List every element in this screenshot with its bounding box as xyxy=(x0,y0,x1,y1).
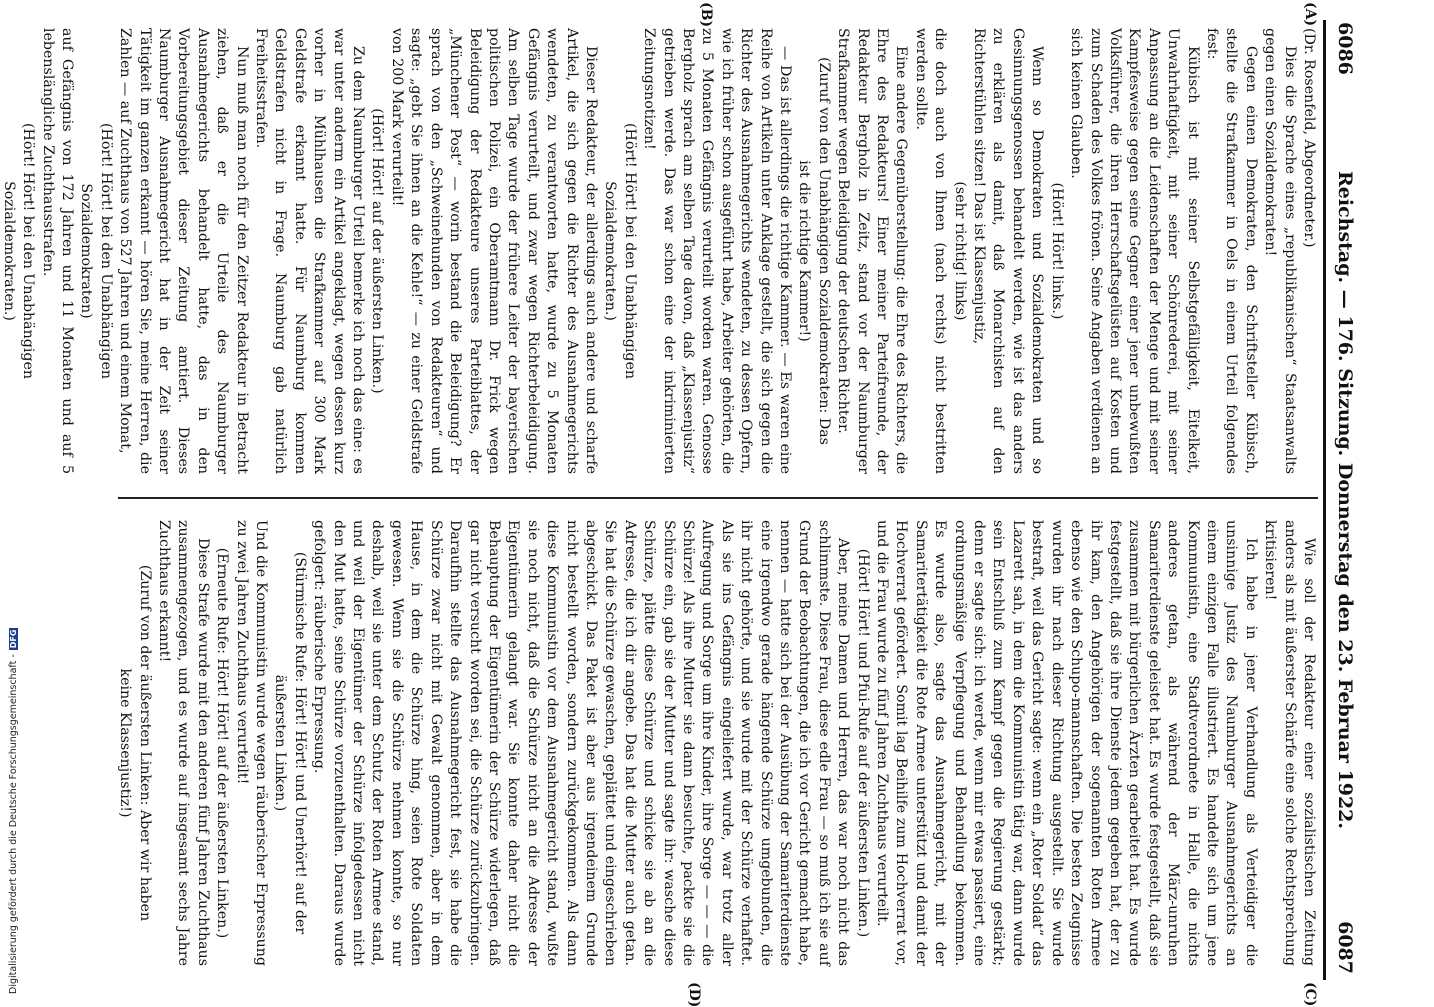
paragraph: Nun muß man noch für den Zeitzer Redakteur in Betracht ziehen, daß er die Urteile des Naumburger Ausnahmegerichts behandelt hatte, das in den Vorbereitungsgebiet dieser Zeitung amtiert. Dieses Naumburger Ausnahmegericht hat in der Zeit seiner Tätigkeit im ganzen erkannt — hören Sie, meine Herren, die Zahlen — auf Zuchthaus von 527 Jahren und einem Monat, xyxy=(117,28,250,474)
paragraph: Ich habe in jener Verhandlung als Verteidiger die unsinnige Justiz des Naumburger Ausnahmegerichts an einem einzigen Falle illustriert. Es handelte sich um jene Kommunistin, eine Stadtverordnete in Halle, die nichts anderes getan, als während der März-unruhen Samariterdienste geleistet hat. Es wurde festgestellt, daß sie zusammen mit bürgerlichen Ärzten gearbeitet hat. Es wurde festgestellt, daß sie ihre Dienste jedem gegeben hat, der zu ihr kam, den Angehörigen der sogenannten Roten Armee ebenso wie den Schupo-mannschaften. Die besten Zeugnisse wurden ihr nach dieser Richtung ausgestellt. Sie wurde bestraft, weil das Gericht sagte: wenn ein „Roter Soldat“ das Lazarett sah, in dem die Kommunistin tätig war, dann wurde sein Entschluß zum Kampf gegen die Regierung gestärkt; denn er sagte sich: ich werde, wenn mir etwas passiert, eine ordnungsmäßige Verpflegung und Behandlung bekommen. Es wurde also, sagte das Ausnahmegericht, mit der Samaritertätigkeit die Rote Armee unterstützt und damit der Hochverrat gefördert. Somit lag Beihilfe zum Hochverrat vor, und die Frau wurde zu fünf Jahren Zuchthaus verurteilt. xyxy=(874,520,1259,966)
paragraph: Wenn so Demokraten und Sozialdemokraten und so Gesinnungsgenossen behandelt werden, wie ist das anders zu erklären als damit, daß Monarchisten auf den Richterstühlen sitzen! Das ist Klassenjustiz, xyxy=(971,28,1046,474)
interjection: (Hört! Hört! bei den Unabhängigen Sozialdemokraten.) xyxy=(602,122,638,379)
paragraph: Und die Kommunistin wurde wegen räuberischer Erpressung zu zwei Jahren Zuchthaus verurteilt! xyxy=(233,520,270,966)
margin-marker-b: (B) xyxy=(698,2,714,28)
interjection: (Zuruf von der äußersten Linken: Aber wir haben keine Klassenjustiz!) xyxy=(117,564,153,922)
right-column xyxy=(58,520,1318,966)
page-number-right: 6087 xyxy=(1334,921,1356,974)
interjection: (Hört! Hört! bei den Unabhängigen Sozialdemokraten) xyxy=(78,122,114,379)
interjection: (Stürmische Rufe: Hört! Hört! und Unerhört! auf der äußersten Linken.) xyxy=(272,551,308,935)
paragraph: Aber, meine Damen und Herren, das war noch nicht das schlimmste. Diese Frau, diese edle Frau — so muß ich sie auf Grund der Beobachtungen, die ich vor Gericht gemacht habe, nennen — hatte sich bei der Ausübung der Samariterdienste eine irgendwo gerade hängende Schürze umgebunden, die ihr nicht gehörte, und sie wurde mit der Schürze verhaftet. Als sie ins Gefängnis eingeliefert wurde, war trotz aller Aufregung und Sorge um ihre Kinder, ihre Sorge — — — die Schürze! Als ihre Mutter sie dann besuchte, packte sie die Schürze ein, gab sie der Mutter und sagte ihr: wasche diese Schürze, plätte diese Schürze und schicke sie ab an die Adresse, die ich dir angebe. Das hat die Mutter auch getan. Sie hat die Schürze gewaschen, geplättet und eingeschrieben abgeschickt. Das Paket ist aber aus irgendeinem Grunde nicht bestellt worden, sondern zurückgekommen. Als dann diese Kommunistin vor dem Ausnahmegericht stand, wußte sie noch nicht, daß die Schürze nicht an die Adresse der Eigentümerin gelangt war. Sie konnte daher nicht die Behauptung der Eigentümerin der Schürze widerlegen, daß gar nicht versucht worden sei, die Schürze zurückzubringen. Daraufhin stellte das Ausnahmegericht fest, sie habe die Schürze zwar nicht mit Gewalt genommen, aber in dem Hause, in dem die Schürze hing, seien Rote Soldaten gewesen. Wenn sie die Schürze nehmen konnte, so nur deshalb, weil sie unter dem Schutz der Roten Armee stand, und weil der Eigentümer der Schürze infolgedessen nicht den Mut hatte, seine Schürze vorzuenthalten. Daraus wurde gefolgert: räuberische Erpressung. xyxy=(311,520,852,966)
paragraph: Dieser Redakteur, der allerdings auch andere und scharfe Artikel, die sich gegen die Richter des Ausnahmegerichts wendeten, zu verantworten hatte, wurde zu 5 Monaten Gefängnis verurteilt, und zwar wegen Richterbeleidigung. Am selben Tage wurde der frühere Leiter der bayerischen politischen Polizei, ein Oberamtmann Dr. Frick wegen Beleidigung der Redakteure unseres Parteiblattes, der „Münchener Post“ — worin bestand die Beleidigung? Er sprach von den „Schweinehunden von Redakteuren“ und sagte: „gebt Sie ihnen an die Kehle!“ — zu einer Geldstrafe von 200 Mark verurteilt! xyxy=(388,28,599,474)
interjection: (Hört! Hört! auf der äußersten Linken.) xyxy=(369,108,386,394)
column-divider xyxy=(118,497,1318,499)
paragraph: Wie soll der Redakteur einer sozialistischen Zeitung anders als mit äußerster Schärfe eine solche Rechtsprechung kritisieren! xyxy=(1262,520,1317,966)
funding-credit-text: Digitalisierung gefördert durch die Deutsche Forschungsgemeinschaft - xyxy=(8,654,19,994)
interjection: (Hört! Hört! und Pfui-Rufe auf der äußersten Linken.) xyxy=(854,548,871,938)
margin-marker-d: (D) xyxy=(686,982,702,1007)
paragraph: Eine andere Gegenüberstellung: die Ehre des Richters, die Ehre des Redakteurs! Einer meiner Parteifreunde, der Redakteur Bergholz in Zeitz, stand vor der Naumburger Strafkammer wegen Beleidigung der deutschen Richter. xyxy=(835,28,910,474)
interjection: (sehr richtig! links) xyxy=(951,181,968,321)
page-header xyxy=(1323,20,1362,980)
interjection: (Erneute Rufe: Hört! Hört! auf der äußersten Linken.) xyxy=(214,547,231,939)
paragraph: die doch auch von Ihnen (nach rechts) nicht bestritten werden sollte. xyxy=(912,28,949,474)
dfg-logo: DFG xyxy=(9,629,18,649)
paragraph: Zu dem Naumburger Urteil bemerke ich noch das eine: es war unter anderm ein Artikel angeklagt, wegen dessen kurz vorher in Mühlhausen die Strafkammer auf 300 Mark Geldstrafe erkannt hatte. Für Naumburg kommen Geldstrafen nicht in Frage. Naumburg gab natürlich Freiheitsstrafen. xyxy=(253,28,367,474)
margin-marker-c: (C) xyxy=(1302,982,1318,1007)
paragraph: auf Gefängnis von 172 Jahren und 11 Monaten und auf 5 lebenslängliche Zuchthausstrafen. xyxy=(39,28,75,474)
interjection: (Hört! Hört! bei den Unabhängigen Sozialdemokraten.) xyxy=(0,122,37,379)
left-column xyxy=(0,28,1318,474)
paragraph: — Das ist allerdings die richtige Kammer. — Es waren eine Reihe von Artikeln unter Anklage gestellt, die sich gegen die Richter des Ausnahmegerichts wendeten, zu dessen Opfern, wie ich früher schon ausgeführt habe, Arbeiter gehörten, die zu 5 Monaten Gefängnis verurteilt worden waren. Genosse Bergholz sprach am selben Tage davon, daß „Klassenjustiz“ getrieben werde. Das war schon eine der inkriminierten Zeitungsnotizen! xyxy=(641,28,794,474)
paragraph: Dies die Sprache eines „republikanischen“ Staatsanwalts gegen einen Sozialdemokraten! xyxy=(1262,28,1298,474)
paragraph: Gegen einen Demokraten, den Schriftsteller Kübisch, stellte die Strafkammer in Oels in einem Urteil folgendes fest: xyxy=(1203,28,1259,474)
interjection: (Zuruf von den Unabhängigen Sozialdemokraten: Das ist die richtige Kammer!) xyxy=(796,57,832,445)
paragraph: (Dr. Rosenfeld, Abgeordneter.) xyxy=(1301,28,1317,248)
paragraph: Diese Strafe wurde mit den anderen fünf Jahren Zuchthaus zusammengezogen, und es wurde auf insgesamt sechs Jahre Zuchthaus erkannt! xyxy=(156,520,211,966)
interjection: (Hört! Hört! links.) xyxy=(1048,182,1065,320)
margin-marker-a: (A) xyxy=(1302,2,1318,27)
running-title: Reichstag. — 176. Sitzung. Donnerstag den 23. Februar 1922. xyxy=(1334,170,1356,830)
page-number-left: 6086 xyxy=(1334,22,1356,75)
paragraph: Kübisch ist mit seiner Selbstgefälligkeit, Eitelkeit, Unwahrhaftigkeit, mit seiner Schönrederei, mit seiner Anpassung an die Leidenschaften der Menge und mit seiner Kampfesweise gegen seine Gegner einer jener unbewußten Volksführer, die ihren Herrschaftsgelüsten auf Kosten und zum Schaden des Volkes frönen. Seine Angaben verdienen an sich keinen Glauben. xyxy=(1068,28,1201,474)
